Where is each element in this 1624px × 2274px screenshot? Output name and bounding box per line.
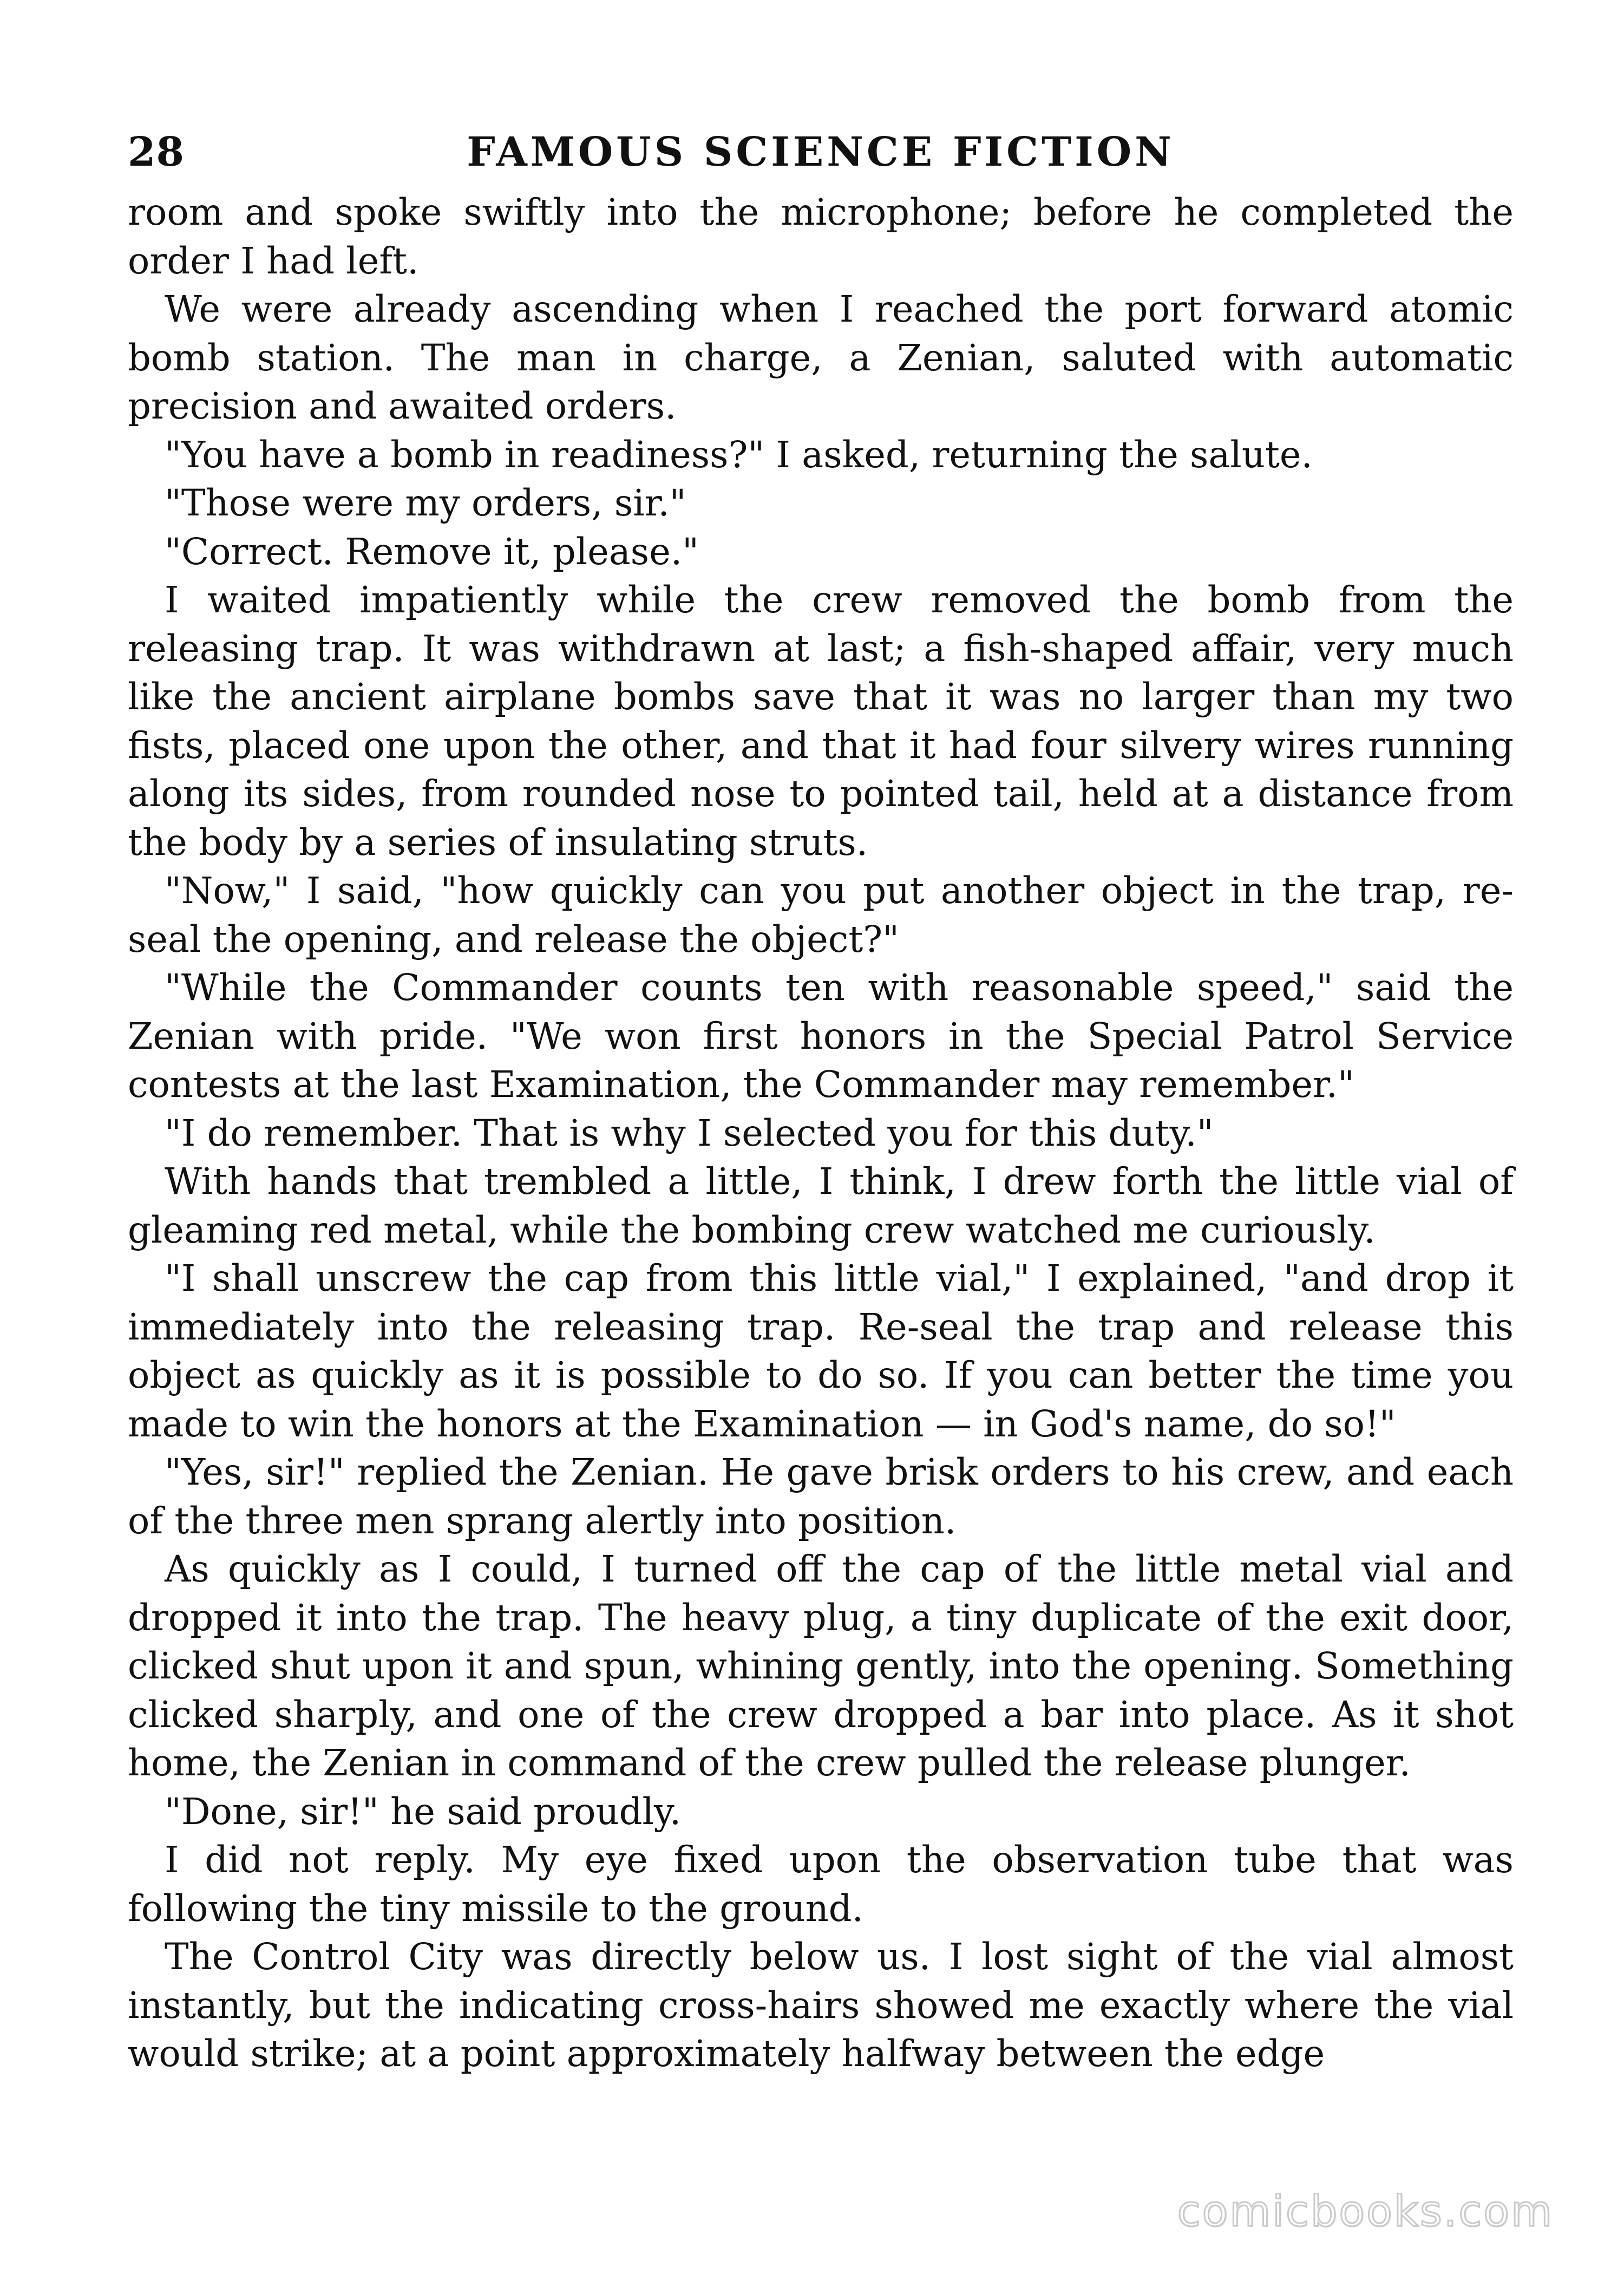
dialog-line: "You have a bomb in readiness?" I asked, returning the salute. xyxy=(165,433,1313,476)
paragraph: As quickly as I could, I turned off the cap of the little metal vial and dropped it into the trap. The heavy plug, a tiny duplicate of the exit door, clicked shut upon it and spun, whining gently, into the opening. Something clicked sharply, and one of the crew dropped a bar into place. As it shot home, the Zenian in command of the crew pulled the release plunger. xyxy=(128,1548,1514,1784)
paragraph: The Control City was directly below us. I lost sight of the vial almost instantly, but the indicating cross-hairs showed me exactly where the vial would strike; at a point approximately halfway between the edge xyxy=(128,1936,1514,2075)
dialog-line: "While the Commander counts ten with reasonable speed," said the Zenian with pride. "We won first honors in the Special Patrol Service contests at the last Examination, the Commander may remember." xyxy=(128,966,1514,1106)
dialog-line: "I shall unscrew the cap from this little vial," I explained, "and drop it immediately into the releasing trap. Re-seal the trap and release this object as quickly as it is possible to do so. If you can better the time you made to win the honors at the Examination — in God's name, do so!" xyxy=(128,1257,1514,1445)
paragraph: With hands that trembled a little, I think, I drew forth the little vial of gleaming red metal, while the bombing crew watched me curiously. xyxy=(128,1160,1514,1251)
running-title: FAMOUS SCIENCE FICTION xyxy=(467,129,1175,175)
dialog-line: "Now," I said, "how quickly can you put another object in the trap, re-seal the opening, and release the object?" xyxy=(128,870,1514,960)
watermark: comicbooks.com xyxy=(1177,2187,1554,2236)
paragraph: I did not reply. My eye fixed upon the observation tube that was following the tiny missile to the ground. xyxy=(128,1839,1514,1930)
story-text xyxy=(128,188,1514,2079)
dialog-line: "Those were my orders, sir." xyxy=(165,482,686,524)
page-number: 28 xyxy=(128,129,185,175)
dialog-line: "Correct. Remove it, please." xyxy=(165,530,699,573)
paragraph: We were already ascending when I reached the port forward atomic bomb station. The man in charge, a Zenian, saluted with automatic precision and awaited orders. xyxy=(128,288,1514,427)
dialog-line: "Done, sir!" he said proudly. xyxy=(165,1790,682,1833)
dialog-line: "I do remember. That is why I selected you for this duty." xyxy=(165,1112,1214,1154)
paragraph: I waited impatiently while the crew removed the bomb from the releasing trap. It was withdrawn at last; a fish-shaped affair, very much like the ancient airplane bombs save that it was no larger than my two fists, placed one upon the other, and that it had four silvery wires running along its sides, from rounded nose to pointed tail, held at a distance from the body by a series of insulating struts. xyxy=(128,579,1514,864)
dialog-line: "Yes, sir!" replied the Zenian. He gave brisk orders to his crew, and each of the three men sprang alertly into position. xyxy=(128,1451,1514,1542)
book-page xyxy=(128,118,1514,2219)
paragraph: room and spoke swiftly into the microphone; before he completed the order I had left. xyxy=(128,191,1514,282)
page-header xyxy=(128,118,1514,188)
